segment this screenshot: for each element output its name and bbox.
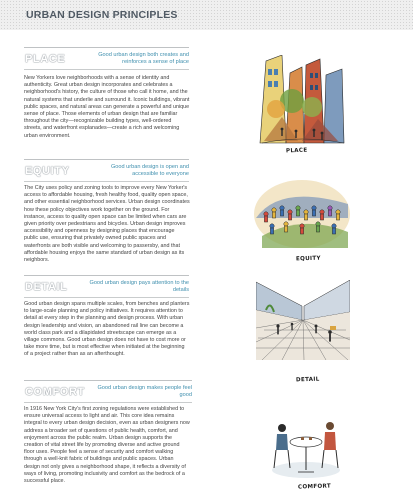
sketch-caption: COMFORT [297, 483, 332, 491]
plaza-perspective-sketch-icon [256, 280, 350, 360]
sketch-caption: PLACE [285, 147, 308, 155]
page-header [0, 0, 413, 30]
cafe-table-sketch-icon [268, 412, 346, 482]
section-header [24, 47, 189, 70]
section-body: New Yorkers love neighborhoods with a sense of identity and authenticity. Great urban design incorporates and celebrates a neighborhood's history, the culture of those who call it home, and the natural systems that underlie and surround it. Iconic buildings, vibrant public spaces, and natural areas can generate a powerful and unique sense of place. Those elements of urban design that are familiar throughout the city—recognizable building types, well-ordered streets, and waterfront esplanades—create a rich and welcoming urban environment. [24, 75, 190, 139]
section-header [24, 275, 189, 298]
section-body: In 1916 New York City's first zoning regulations were established to ensure universal access to light and air. This core idea remains integral to every urban design decision, even as urban designers now address a broader set of questions of public health, comfort, and enjoyment across the public realm. Urban design supports the creation of vital street life by promoting diverse and active ground floor uses. People feel a sense of security and comfort walking through a well-knit fabric of buildings and public spaces. Urban design not only gives a neighborhood shape, it reflects a diversity of ways of living, promoting inclusivity and comfort as the bedrock of a successful place. [24, 406, 190, 485]
crowd-sketch-icon [252, 174, 352, 254]
section-label: PLACE [25, 53, 66, 65]
section-rule [24, 402, 192, 403]
section-tagline: Good urban design pays attention to the details [89, 280, 189, 294]
page-title: URBAN DESIGN PRINCIPLES [26, 9, 178, 21]
section-detail [0, 275, 413, 375]
section-label: COMFORT [25, 386, 85, 398]
sketch-caption: EQUITY [295, 255, 321, 263]
section-label: EQUITY [25, 165, 70, 177]
section-tagline: Good urban design makes people feel good [97, 385, 192, 399]
section-header [24, 159, 189, 182]
section-rule [24, 297, 189, 298]
section-header [24, 380, 192, 403]
section-rule [24, 69, 189, 70]
section-rule [24, 181, 189, 182]
city-street-sketch-icon [252, 55, 350, 145]
sketch-caption: DETAIL [295, 376, 320, 384]
section-comfort [0, 380, 413, 500]
section-tagline: Good urban design both creates and reinforces a sense of place [98, 52, 189, 66]
section-place [0, 47, 413, 167]
section-tagline: Good urban design is open and accessible to everyone [110, 164, 189, 178]
section-body: Good urban design spans multiple scales, from benches and planters to large-scale planning and policy initiatives. It requires attention to detail at every step in the planning and design process. With urban design leadership and vision, an abandoned rail line can become a world class park and a dilapidated streetscape can emerge as a village commons. Good urban design does not have to cost more or take more time, but is most effective when initiated at the beginning of a project rather than as an afterthought. [24, 301, 190, 358]
section-label: DETAIL [25, 281, 68, 293]
section-body: The City uses policy and zoning tools to improve every New Yorker's access to affordable housing, fresh healthy food, quality open space, and other essential neighborhood services. Urban design coordinates how these policy objectives work together on the ground. For instance, access to quality open space can be limited when cars are given priority over pedestrians and bicycles. Urban design improves accessibility and openness by designing places that encourage public use, ensuring that privately owned public spaces and waterfronts are both visible and welcoming to passersby, and that affordable housing enjoys the same standard of urban design as its neighbors. [24, 185, 190, 264]
